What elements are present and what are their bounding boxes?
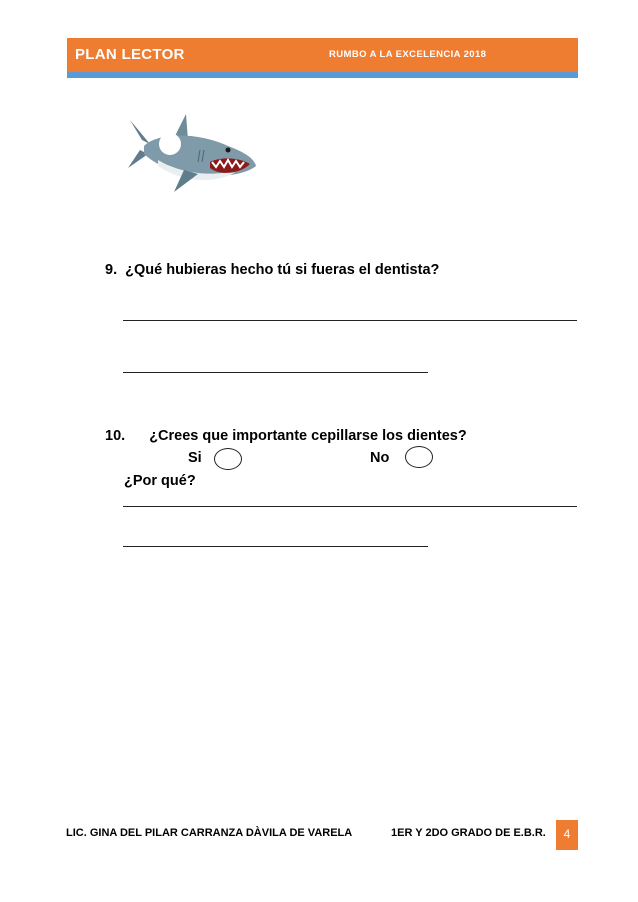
answer-line-10b[interactable]	[123, 546, 428, 547]
question-9-number: 9.	[105, 262, 118, 278]
page-number: 4	[563, 827, 571, 841]
answer-line-9b[interactable]	[123, 372, 428, 373]
page-number-badge	[556, 820, 578, 850]
question-9	[105, 262, 439, 278]
header-subtitle: RUMBO A LA EXCELENCIA 2018	[329, 49, 487, 60]
question-9-text: ¿Qué hubieras hecho tú si fueras el dentista?	[125, 262, 440, 278]
answer-line-9a[interactable]	[123, 320, 577, 321]
footer-author: LIC. GINA DEL PILAR CARRANZA DÀVILA DE VARELA	[66, 827, 353, 839]
question-10-number: 10.	[105, 428, 126, 444]
footer-grade: 1ER Y 2DO GRADO DE E.B.R.	[391, 827, 546, 839]
question-10-text: ¿Crees que importante cepillarse los dientes?	[149, 428, 467, 444]
option-no-circle[interactable]	[405, 446, 433, 468]
why-label: ¿Por qué?	[124, 473, 196, 489]
question-10	[105, 428, 467, 444]
answer-line-10a[interactable]	[123, 506, 577, 507]
header-stripe	[67, 72, 578, 78]
option-yes-circle[interactable]	[214, 448, 242, 470]
shark-icon	[128, 110, 258, 200]
option-no-label: No	[370, 450, 390, 466]
header-brand: PLAN LECTOR	[75, 46, 185, 63]
page-header	[67, 38, 578, 72]
option-yes-label: Si	[188, 450, 202, 466]
